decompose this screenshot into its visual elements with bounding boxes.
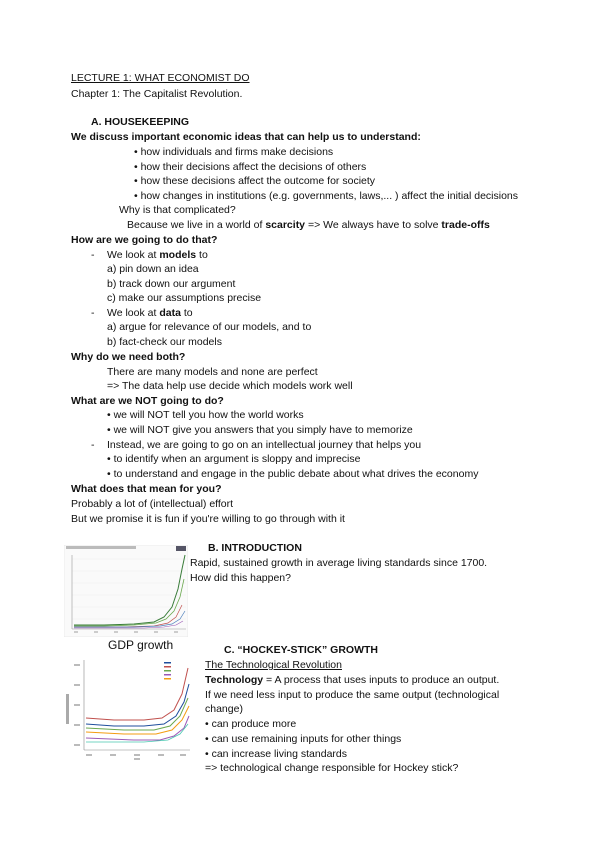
- mean-heading: What does that mean for you?: [71, 483, 222, 495]
- models-post: to: [196, 249, 208, 261]
- list-item: a) argue for relevance of our models, and to: [107, 321, 312, 333]
- list-item: • how these decisions affect the outcome for society: [134, 175, 376, 187]
- lecture-title: LECTURE 1: WHAT ECONOMIST DO: [71, 72, 250, 84]
- list-item: • to understand and engage in the public debate about what drives the economy: [107, 468, 479, 480]
- models-pre: We look at: [107, 249, 160, 261]
- technological-revolution-heading: The Technological Revolution: [205, 659, 342, 671]
- why-both-heading: Why do we need both?: [71, 351, 186, 363]
- list-item: • we will NOT tell you how the world works: [107, 409, 304, 421]
- paragraph-line: Probably a lot of (intellectual) effort: [71, 498, 234, 510]
- why-complicated: Why is that complicated?: [119, 204, 236, 216]
- data-term: data: [159, 307, 181, 319]
- section-heading-hockey-stick: C. “HOCKEY-STICK” GROWTH: [224, 644, 378, 656]
- list-item: • can increase living standards: [205, 748, 348, 760]
- instead-line: Instead, we are going to go on an intellectual journey that helps you: [107, 439, 422, 451]
- models-line: [107, 249, 208, 262]
- list-item: • we will NOT give you answers that you simply have to memorize: [107, 424, 413, 436]
- models-term: models: [159, 249, 197, 261]
- paragraph-line: How did this happen?: [190, 572, 291, 584]
- gdp-growth-caption: GDP growth: [108, 638, 174, 652]
- technology-term: Technology: [205, 674, 264, 686]
- data-line: [107, 307, 193, 320]
- paragraph-line: But we promise it is fun if you're willing to go through with it: [71, 513, 345, 525]
- list-item: • how individuals and firms make decisions: [134, 146, 334, 158]
- section-heading-housekeeping: A. HOUSEKEEPING: [91, 116, 190, 128]
- list-item: c) make our assumptions precise: [107, 292, 262, 304]
- data-pre: We look at: [107, 307, 160, 319]
- paragraph-line: There are many models and none are perfect: [107, 366, 318, 378]
- data-post: to: [180, 307, 193, 319]
- not-heading: What are we NOT going to do?: [71, 395, 224, 407]
- gdp-growth-figure: [64, 654, 194, 762]
- paragraph-line: If we need less input to produce the same output (technological: [205, 689, 500, 701]
- list-item: b) track down our argument: [107, 278, 236, 290]
- dash-marker: -: [91, 307, 95, 319]
- list-item: • can produce more: [205, 718, 297, 730]
- living-standards-figure: [64, 545, 188, 637]
- list-item: b) fact-check our models: [107, 336, 222, 348]
- list-item: a) pin down an idea: [107, 263, 199, 275]
- paragraph-line: => technological change responsible for Hockey stick?: [205, 762, 459, 774]
- chapter-title: Chapter 1: The Capitalist Revolution.: [71, 88, 243, 100]
- how-heading: How are we going to do that?: [71, 234, 218, 246]
- because-text: Because we live in a world of: [127, 219, 266, 231]
- technology-def-text: = A process that uses inputs to produce an output.: [263, 674, 500, 686]
- housekeeping-intro: We discuss important economic ideas that can help us to understand:: [71, 131, 421, 143]
- technology-definition: [205, 674, 499, 687]
- tradeoffs-term: trade-offs: [441, 219, 490, 231]
- paragraph-line: change): [205, 703, 243, 715]
- list-item: • how their decisions affect the decisions of others: [134, 161, 367, 173]
- paragraph-line: => The data help use decide which models work well: [107, 380, 353, 392]
- because-mid: => We always have to solve: [305, 219, 442, 231]
- paragraph-line: Rapid, sustained growth in average living standards since 1700.: [190, 557, 488, 569]
- list-item: • to identify when an argument is sloppy and imprecise: [107, 453, 361, 465]
- list-item: • how changes in institutions (e.g. governments, laws,... ) affect the initial decisions: [134, 190, 519, 202]
- because-line: [127, 219, 490, 232]
- dash-marker: -: [91, 249, 95, 261]
- scarcity-term: scarcity: [265, 219, 306, 231]
- list-item: • can use remaining inputs for other things: [205, 733, 402, 745]
- section-heading-introduction: B. INTRODUCTION: [208, 542, 302, 554]
- dash-marker: -: [91, 439, 95, 451]
